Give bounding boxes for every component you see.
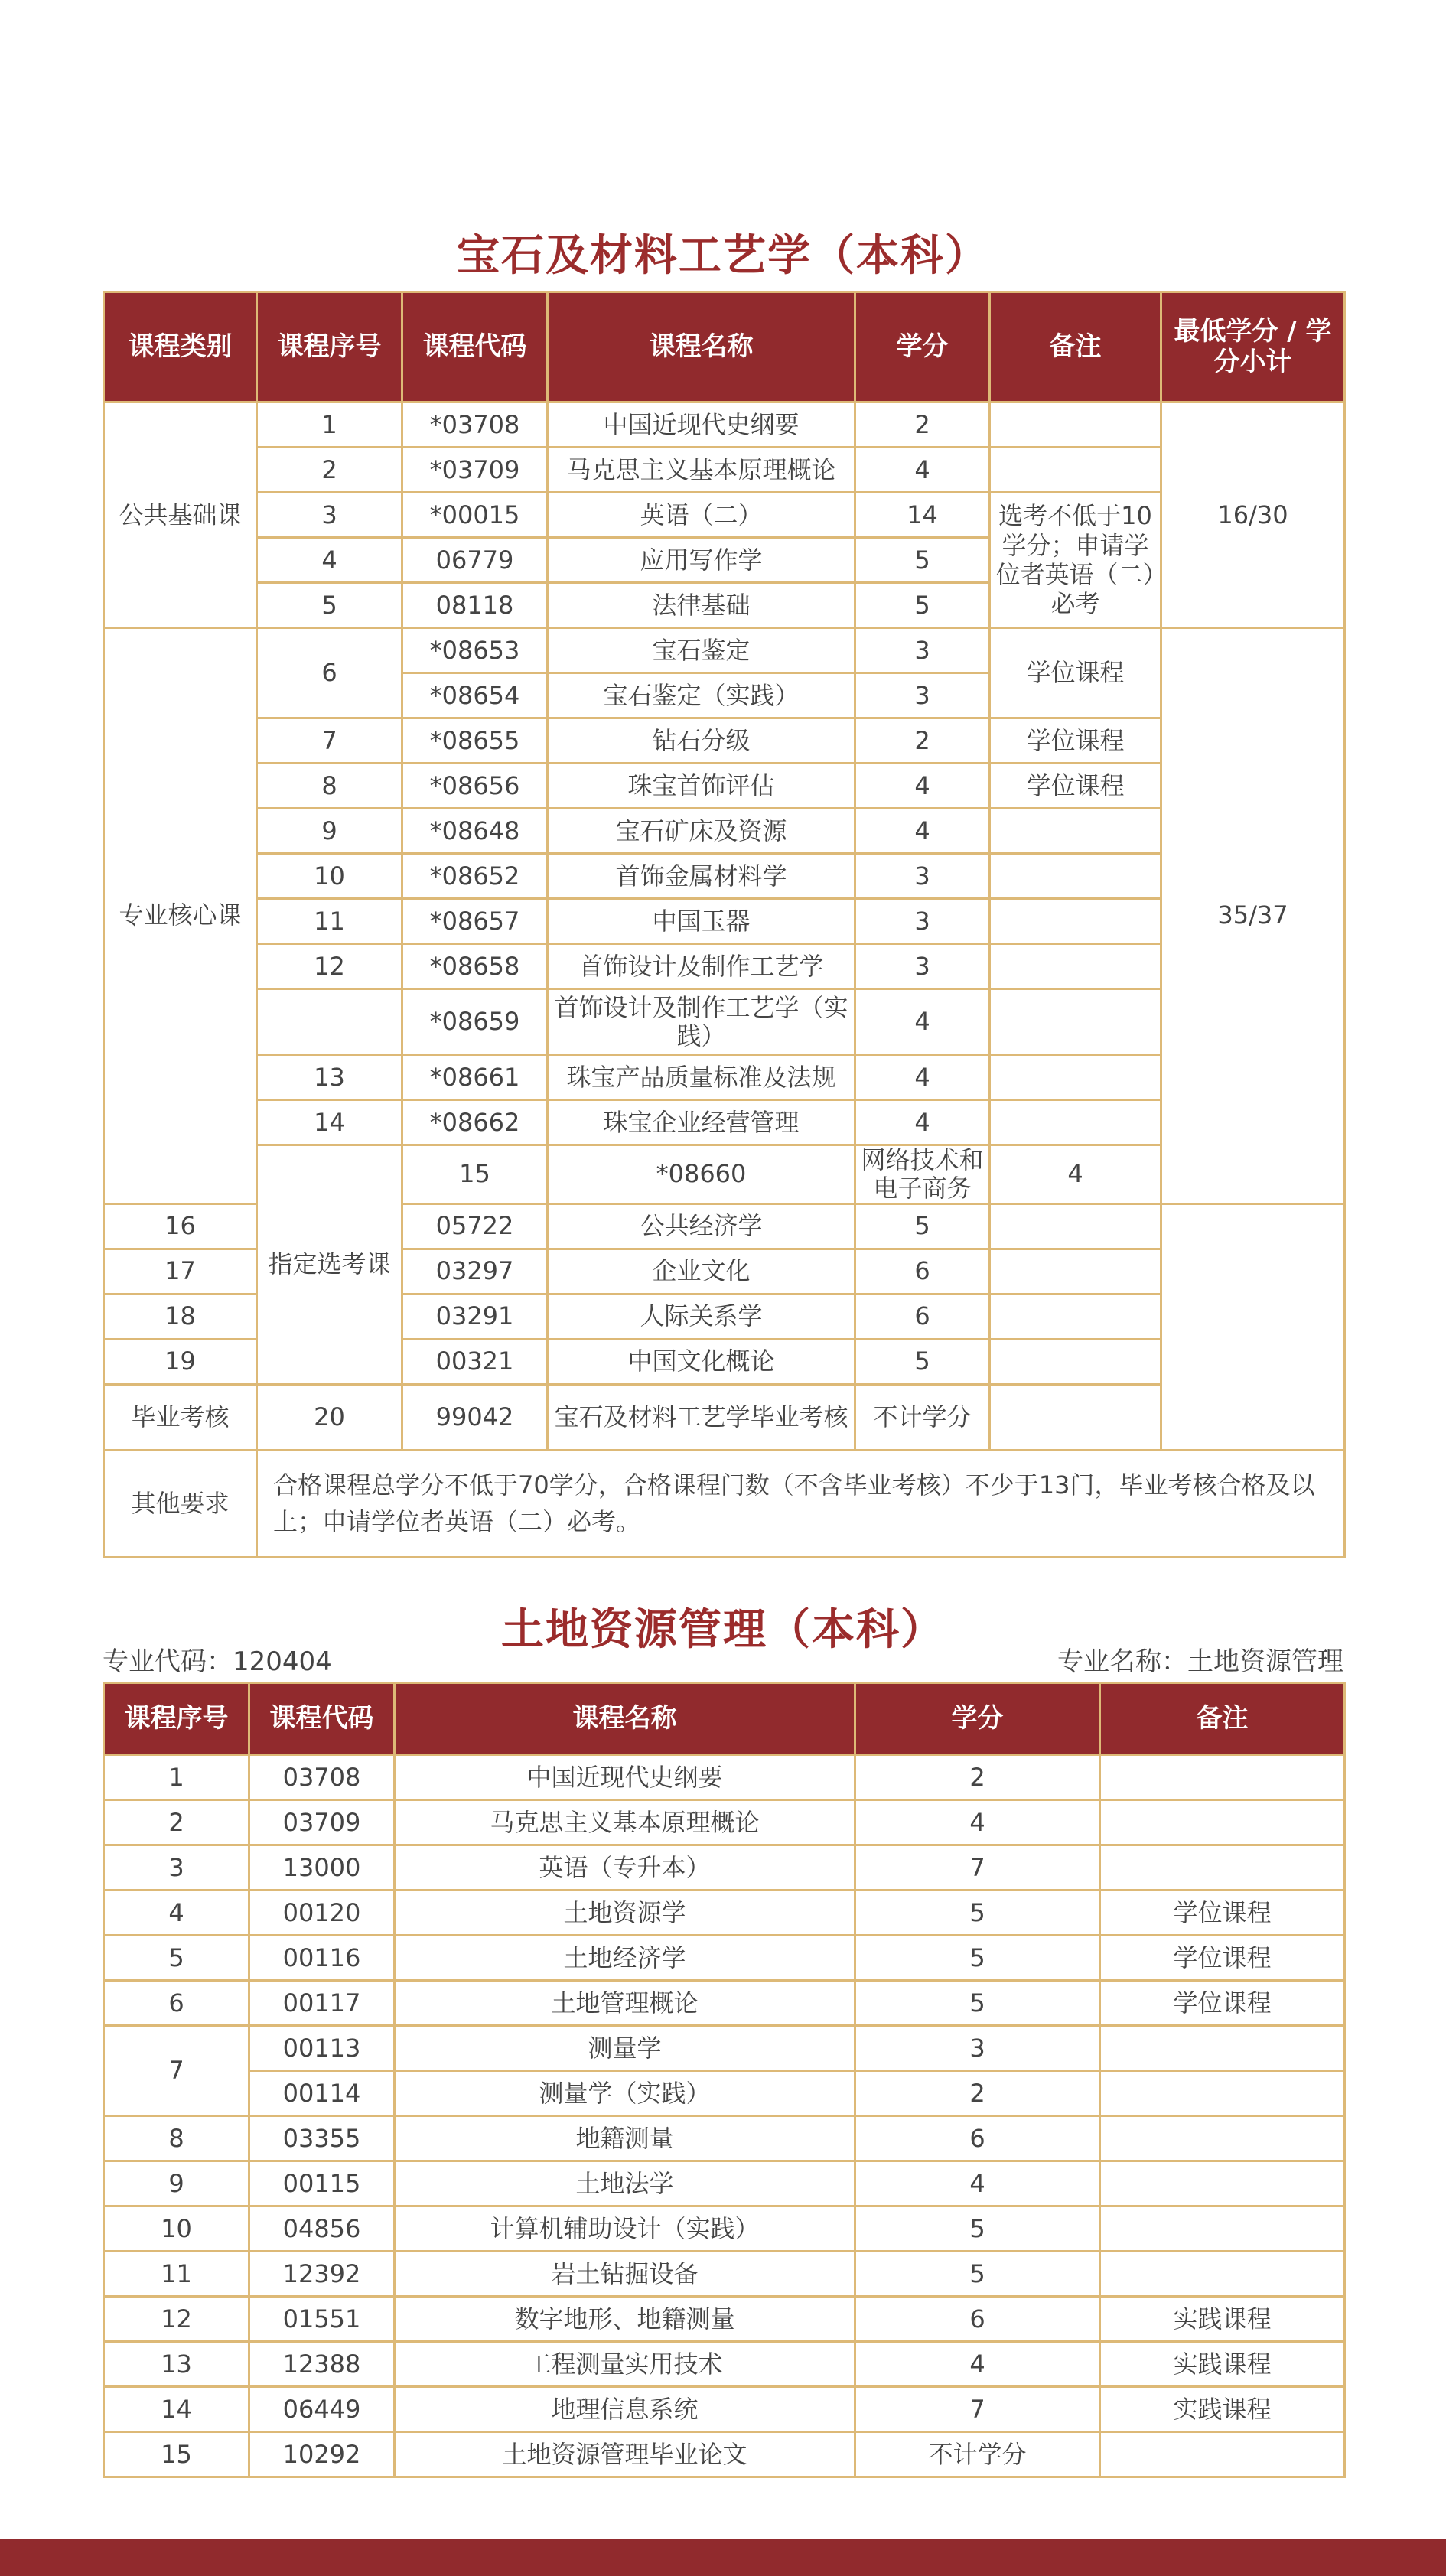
note-cell: 学位课程: [990, 764, 1161, 809]
table-row: 17 03297 企业文化 6: [104, 1249, 1345, 1294]
header-no: 课程序号: [257, 292, 402, 402]
table-row: 11 *08657 中国玉器 3: [104, 899, 1345, 944]
table-row: 毕业考核 20 99042 宝石及材料工艺学毕业考核 不计学分: [104, 1384, 1345, 1450]
table-row: 12 *08658 首饰设计及制作工艺学 3: [104, 944, 1345, 989]
table-row: 4 06779 应用写作学 5: [104, 538, 1345, 583]
table-row: 10 04856 计算机辅助设计（实践） 5: [104, 2206, 1345, 2252]
table-row: 14 *08662 珠宝企业经营管理 4: [104, 1100, 1345, 1145]
table-row: 13 *08661 珠宝产品质量标准及法规 4: [104, 1055, 1345, 1100]
table-row: 11 12392 岩土钻掘设备 5: [104, 2252, 1345, 2297]
bottom-bar: [0, 2539, 1446, 2576]
table-row: *08659 首饰设计及制作工艺学（实践） 4: [104, 989, 1345, 1055]
header-min-credit: 最低学分 / 学分小计: [1161, 292, 1345, 402]
table-row: 16 05722 公共经济学 5: [104, 1203, 1345, 1249]
course-table-land: [103, 1682, 1346, 2478]
note-cell: 学位课程: [990, 628, 1161, 718]
header-credit: 学分: [855, 292, 990, 402]
header-no: 课程序号: [104, 1683, 249, 1755]
note-cell: 选考不低于10学分；申请学位者英语（二）必考: [990, 493, 1161, 628]
category-cell: 指定选考课: [257, 1145, 402, 1385]
table-row: 13 12388 工程测量实用技术 4 实践课程: [104, 2342, 1345, 2387]
category-cell: 专业核心课: [104, 628, 257, 1204]
table-row: 9 *08648 宝石矿床及资源 4: [104, 809, 1345, 854]
table-row: 指定选考课 15 *08660 网络技术和电子商务 4: [104, 1145, 1345, 1204]
other-requirements: 合格课程总学分不低于70学分，合格课程门数（不含毕业考核）不少于13门，毕业考核合格及以上；申请学位者英语（二）必考。: [257, 1450, 1345, 1557]
table-row: 8 *08656 珠宝首饰评估 4 学位课程: [104, 764, 1345, 809]
table-row: 8 03355 地籍测量 6: [104, 2116, 1345, 2161]
subtotal-cell: 35/37: [1161, 628, 1345, 1204]
table-row: 9 00115 土地法学 4: [104, 2161, 1345, 2206]
header-name: 课程名称: [395, 1683, 855, 1755]
table-row: 10 *08652 首饰金属材料学 3: [104, 854, 1345, 899]
note-cell: 学位课程: [990, 718, 1161, 764]
table-row: 15 10292 土地资源管理毕业论文 不计学分: [104, 2432, 1345, 2477]
table-row: 2 *03709 马克思主义基本原理概论 4: [104, 448, 1345, 493]
table-row: 6 00117 土地管理概论 5 学位课程: [104, 1981, 1345, 2026]
major-code: 专业代码：120404: [103, 1646, 332, 1677]
category-cell: 其他要求: [104, 1450, 257, 1557]
header-code: 课程代码: [249, 1683, 395, 1755]
table-row: 14 06449 地理信息系统 7 实践课程: [104, 2387, 1345, 2432]
table-row: 3 13000 英语（专升本） 7: [104, 1845, 1345, 1890]
category-cell: 毕业考核: [104, 1384, 257, 1450]
table-row: 3 *00015 英语（二） 14 选考不低于10学分；申请学位者英语（二）必考: [104, 493, 1345, 538]
header-name: 课程名称: [548, 292, 855, 402]
section1-title: 宝石及材料工艺学（本科）: [457, 231, 989, 281]
subtotal-cell: 16/30: [1161, 402, 1345, 628]
category-cell: 公共基础课: [104, 402, 257, 628]
table-row: 公共基础课 1 *03708 中国近现代史纲要 2 16/30: [104, 402, 1345, 448]
table-row: 5 00116 土地经济学 5 学位课程: [104, 1936, 1345, 1981]
table-row: 4 00120 土地资源学 5 学位课程: [104, 1890, 1345, 1936]
table-row: 12 01551 数字地形、地籍测量 6 实践课程: [104, 2297, 1345, 2342]
header-note: 备注: [990, 292, 1161, 402]
table-row: 7 *08655 钻石分级 2 学位课程: [104, 718, 1345, 764]
table-row: 7 00113 测量学 3: [104, 2026, 1345, 2071]
header-credit: 学分: [855, 1683, 1100, 1755]
header-code: 课程代码: [402, 292, 548, 402]
table-row: 1 03708 中国近现代史纲要 2: [104, 1755, 1345, 1800]
table-row: *08654 宝石鉴定（实践） 3: [104, 673, 1345, 718]
table-row: 5 08118 法律基础 5: [104, 583, 1345, 628]
table-row: 00114 测量学（实践） 2: [104, 2071, 1345, 2116]
table-row: 19 00321 中国文化概论 5: [104, 1339, 1345, 1384]
section2-title: 土地资源管理（本科）: [501, 1605, 945, 1655]
table-row: 2 03709 马克思主义基本原理概论 4: [104, 1800, 1345, 1845]
table-row: 18 03291 人际关系学 6: [104, 1294, 1345, 1339]
table-row: [104, 1450, 1345, 1557]
major-name: 专业名称：土地资源管理: [1057, 1646, 1343, 1677]
header-note: 备注: [1100, 1683, 1345, 1755]
header-category: 课程类别: [104, 292, 257, 402]
course-table-gem: [103, 291, 1346, 1558]
table-row: 专业核心课 6 *08653 宝石鉴定 3 学位课程 35/37: [104, 628, 1345, 673]
